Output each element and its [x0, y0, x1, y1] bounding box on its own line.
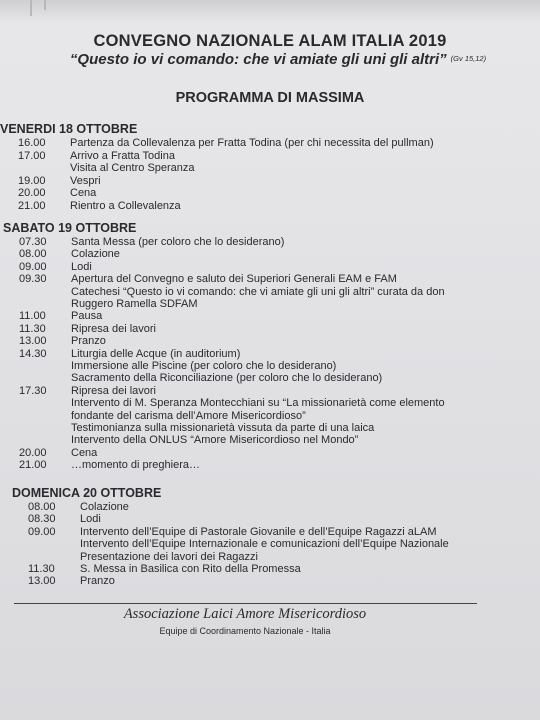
schedule-description: Presentazione dei lavori dei Ragazzi [80, 550, 258, 563]
schedule-time: 20.00 [18, 187, 46, 200]
program-title: PROGRAMMA DI MASSIMA [175, 90, 365, 106]
schedule-description: Rientro a Collevalenza [70, 200, 181, 212]
schedule-description: Cena [71, 446, 98, 459]
schedule-description: fondante del carisma dell’Amore Misericordioso” [71, 409, 306, 422]
schedule-description: Testimonianza sulla missionarietà vissuta da parte di una laica [71, 422, 375, 434]
schedule-time: 14.30 [19, 347, 47, 360]
schedule-description: Colazione [71, 248, 120, 261]
schedule-time: 11.30 [28, 563, 55, 575]
schedule-time: 13.00 [19, 335, 47, 348]
schedule-time: 16.00 [18, 137, 46, 149]
schedule-description: Visita al Centro Speranza [70, 162, 195, 175]
page-shadow [0, 0, 540, 24]
schedule-description: Immersione alle Piscine (per coloro che lo desiderano) [71, 360, 337, 372]
schedule-time: 21.00 [18, 200, 46, 212]
association-name: Associazione Laici Amore Misericordioso [123, 606, 367, 622]
subtitle-reference: (Gv 15,12) [450, 54, 487, 63]
day-heading: SABATO 19 OTTOBRE [3, 221, 137, 235]
committee-name: Equipe di Coordinamento Nazionale - Italia [159, 626, 331, 636]
schedule-description: Intervento dell’Equipe di Pastorale Giovanile e dell’Equipe Ragazzi aLAM [80, 525, 437, 538]
schedule-description: Santa Messa (per coloro che lo desiderano) [71, 236, 285, 248]
schedule-description: Intervento della ONLUS “Amore Misericordioso nel Mondo” [71, 434, 359, 447]
schedule-description: Pranzo [71, 335, 106, 348]
schedule-description: Pranzo [80, 575, 115, 588]
schedule-time: 08.00 [28, 501, 56, 513]
schedule-description: Ruggero Ramella SDFAM [71, 298, 198, 310]
subtitle-quote: “Questo io vi comando: che vi amiate gli uni gli altri” [69, 51, 447, 68]
schedule-time: 09.00 [28, 525, 56, 538]
schedule-description: Ripresa dei lavori [71, 384, 156, 397]
pin-mark [44, 0, 46, 10]
schedule-time: 11.00 [19, 310, 46, 323]
schedule-time: 13.00 [28, 575, 56, 588]
schedule-time: 20.00 [19, 446, 47, 459]
schedule-description: Intervento dell’Equipe Internazionale e comunicazioni dell’Equipe Nazionale [80, 538, 449, 551]
schedule-description: Arrivo a Fratta Todina [70, 149, 175, 162]
schedule-description: Liturgia delle Acque (in auditorium) [71, 347, 241, 360]
schedule-time: 07.30 [19, 236, 47, 248]
schedule-time: 21.00 [19, 459, 47, 472]
schedule-time: 09.30 [19, 273, 47, 286]
schedule-description: Lodi [80, 513, 101, 526]
schedule-time: 17.30 [19, 384, 47, 397]
schedule-description: Intervento di M. Speranza Montecchiani su “La missionarietà come elemento [71, 397, 445, 410]
schedule-time: 09.00 [19, 260, 47, 273]
schedule-description: Ripresa dei lavori [71, 322, 156, 335]
document-title: CONVEGNO NAZIONALE ALAM ITALIA 2019 [93, 32, 447, 50]
schedule-description: Lodi [71, 260, 92, 273]
schedule-description: …momento di preghiera… [71, 459, 201, 472]
schedule-description: Vespri [70, 174, 101, 187]
schedule-description: Partenza da Collevalenza per Fratta Todina (per chi necessita del pullman) [70, 137, 434, 149]
schedule-time: 08.00 [19, 248, 47, 261]
document-subtitle [18, 51, 538, 68]
day-heading: VENERDI 18 OTTOBRE [0, 122, 138, 136]
footer-divider [14, 603, 477, 604]
schedule-time: 19.00 [18, 174, 46, 187]
schedule-description: Cena [70, 187, 97, 200]
pin-mark [30, 0, 32, 16]
schedule-time: 08.30 [28, 513, 56, 526]
schedule-description: Catechesi “Questo io vi comando: che vi amiate gli uni gli altri” curata da don [71, 285, 445, 298]
schedule-time: 17.00 [18, 149, 46, 162]
schedule-description: Sacramento della Riconciliazione (per coloro che lo desiderano) [71, 372, 383, 385]
day-heading: DOMENICA 20 OTTOBRE [12, 486, 162, 500]
schedule-description: Pausa [71, 310, 103, 323]
schedule-time: 11.30 [19, 322, 46, 335]
schedule-description: S. Messa in Basilica con Rito della Promessa [80, 563, 301, 575]
schedule-description: Colazione [80, 501, 129, 513]
schedule-description: Apertura del Convegno e saluto dei Superiori Generali EAM e FAM [71, 273, 397, 286]
